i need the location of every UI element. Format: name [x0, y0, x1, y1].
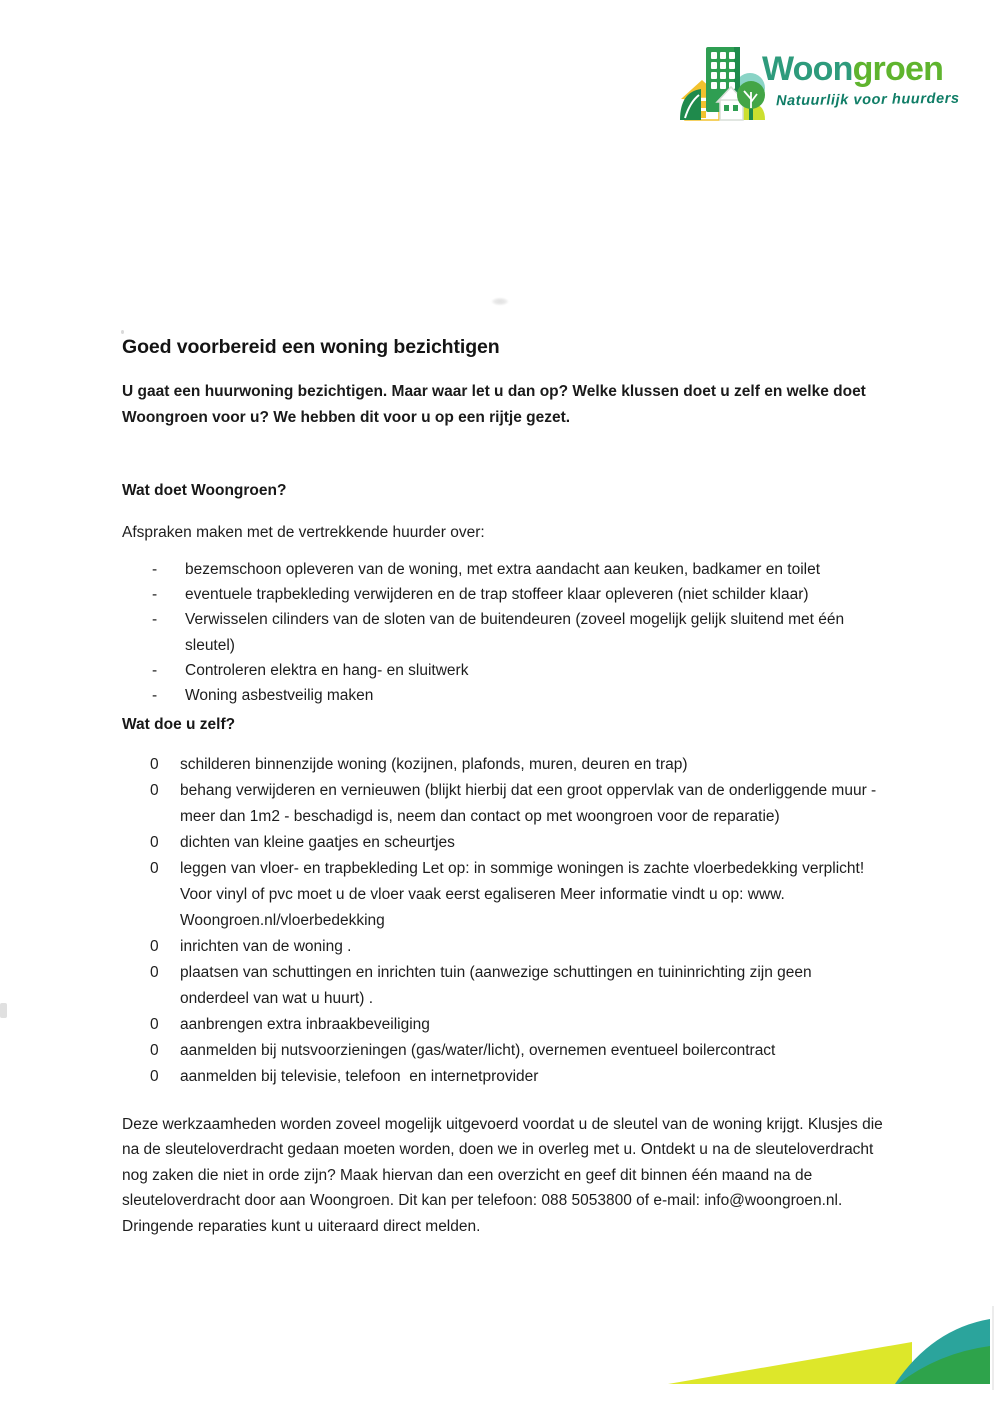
woongroen-task-item: [152, 582, 880, 607]
page-title: Goed voorbereid een woning bezichtigen: [122, 336, 500, 358]
list-item-text: aanbrengen extra inbraakbeveiliging: [180, 1016, 430, 1033]
woongroen-tasks-lead: Afspraken maken met de vertrekkende huurder over:: [122, 524, 485, 541]
list-item-text: aanmelden bij nutsvoorzieningen (gas/water/licht), overnemen eventueel boilercontract: [180, 1042, 776, 1059]
list-item-text: Woning asbestveilig maken: [185, 687, 374, 705]
tenant-task-item: [150, 960, 882, 1012]
circle-bullet: 0: [150, 860, 159, 877]
tenant-task-item: [150, 1038, 882, 1064]
circle-bullet: 0: [150, 1042, 159, 1059]
tenant-task-item: [150, 856, 882, 934]
tenant-task-item: [150, 1012, 882, 1038]
list-item-text: inrichten van de woning .: [180, 938, 352, 955]
brand-tagline: Natuurlijk voor huurders: [775, 90, 960, 110]
tenant-task-item: [150, 778, 882, 830]
circle-bullet: 0: [150, 1068, 159, 1085]
intro-paragraph: U gaat een huurwoning bezichtigen. Maar waar let u dan op? Welke klussen doet u zelf en welke doet Woongroen voor u? We hebben dit voor u op een rijtje gezet.: [122, 383, 866, 426]
woongroen-task-item: [152, 658, 880, 683]
woongroen-task-item: [152, 557, 880, 582]
dash-bullet: -: [152, 561, 158, 578]
list-item-text: plaatsen van schuttingen en inrichten tuin (aanwezige schuttingen en tuininrichting zijn geen onderdeel van wat u huurt) .: [180, 964, 816, 1007]
woongroen-task-item: [152, 683, 880, 708]
woongroen-tasks-list: [152, 557, 880, 708]
list-item-text: bezemschoon opleveren van de woning, met extra aandacht aan keuken, badkamer en toilet: [185, 561, 821, 578]
tenant-task-item: [150, 1064, 882, 1090]
list-item-text: schilderen binnenzijde woning (kozijnen, plafonds, muren, deuren en trap): [180, 756, 688, 773]
dash-bullet: -: [152, 586, 158, 604]
tenant-task-item: [150, 830, 882, 856]
tenant-tasks-list: [150, 752, 882, 1090]
section-heading-what-woongroen-does: Wat doet Woongroen?: [122, 482, 287, 499]
woongroen-task-item: [152, 607, 880, 657]
circle-bullet: 0: [150, 782, 159, 799]
circle-bullet: 0: [150, 756, 159, 773]
brand-wordmark-suffix: groen: [852, 50, 944, 88]
list-item-text: leggen van vloer- en trapbekleding Let op: in sommige woningen is zachte vloerbedekking verplicht! Voor vinyl of pvc moet u de vloer vaak eerst egaliseren Meer informatie vindt u op: www. Woongroen.nl/vloerbedekking: [180, 860, 869, 929]
list-item-text: behang verwijderen en vernieuwen (blijkt hierbij dat een groot oppervlak van de onderliggende muur - meer dan 1m2 - beschadigd is, neem dan contact op met woongroen voor de reparatie): [180, 782, 881, 825]
dash-bullet: -: [152, 661, 158, 679]
scan-smudge-artifact: [488, 296, 512, 307]
dash-bullet: -: [152, 611, 158, 629]
tenant-task-item: [150, 934, 882, 960]
circle-bullet: 0: [150, 1016, 159, 1033]
brand-wordmark-prefix: Woon: [762, 50, 853, 88]
corner-swoosh-decoration: [660, 1313, 1000, 1390]
list-item-text: aanmelden bij televisie, telefoon en internetprovider: [180, 1068, 539, 1085]
section-heading-what-you-do: Wat doe u zelf?: [122, 716, 236, 733]
list-item-text: dichten van kleine gaatjes en scheurtjes: [180, 834, 455, 851]
woongroen-logo-icon: [678, 42, 766, 124]
list-item-text: Controleren elektra en hang- en sluitwerk: [185, 661, 469, 679]
brand-wordmark: [762, 52, 943, 86]
dash-bullet: -: [152, 687, 158, 705]
list-item-text: Verwisselen cilinders van de sloten van de buitendeuren (zoveel mogelijk gelijk sluitend met één sleutel): [185, 611, 849, 654]
circle-bullet: 0: [150, 834, 159, 851]
circle-bullet: 0: [150, 938, 159, 955]
closing-paragraph: Deze werkzaamheden worden zoveel mogelijk uitgevoerd voordat u de sleutel van de woning krijgt. Klusjes die na de sleuteloverdracht gedaan moeten worden, doen we in overleg met u. Ontdekt u na de sleuteloverdracht nog zaken die niet in orde zijn? Maak hiervan dan een overzicht en geef dit binnen één maand na de sleuteloverdracht door aan Woongroen. Dit kan per telefoon: 088 5053800 of e-mail: info@woongroen.nl. Dringende reparaties kunt u uiteraard direct melden.: [122, 1116, 883, 1235]
circle-bullet: 0: [150, 964, 159, 981]
scan-speck-artifact: [121, 330, 124, 334]
tenant-task-item: [150, 752, 882, 778]
list-item-text: eventuele trapbekleding verwijderen en de trap stoffeer klaar opleveren (niet schilder klaar): [185, 586, 809, 604]
scan-edge-mark-artifact: [0, 1003, 7, 1018]
